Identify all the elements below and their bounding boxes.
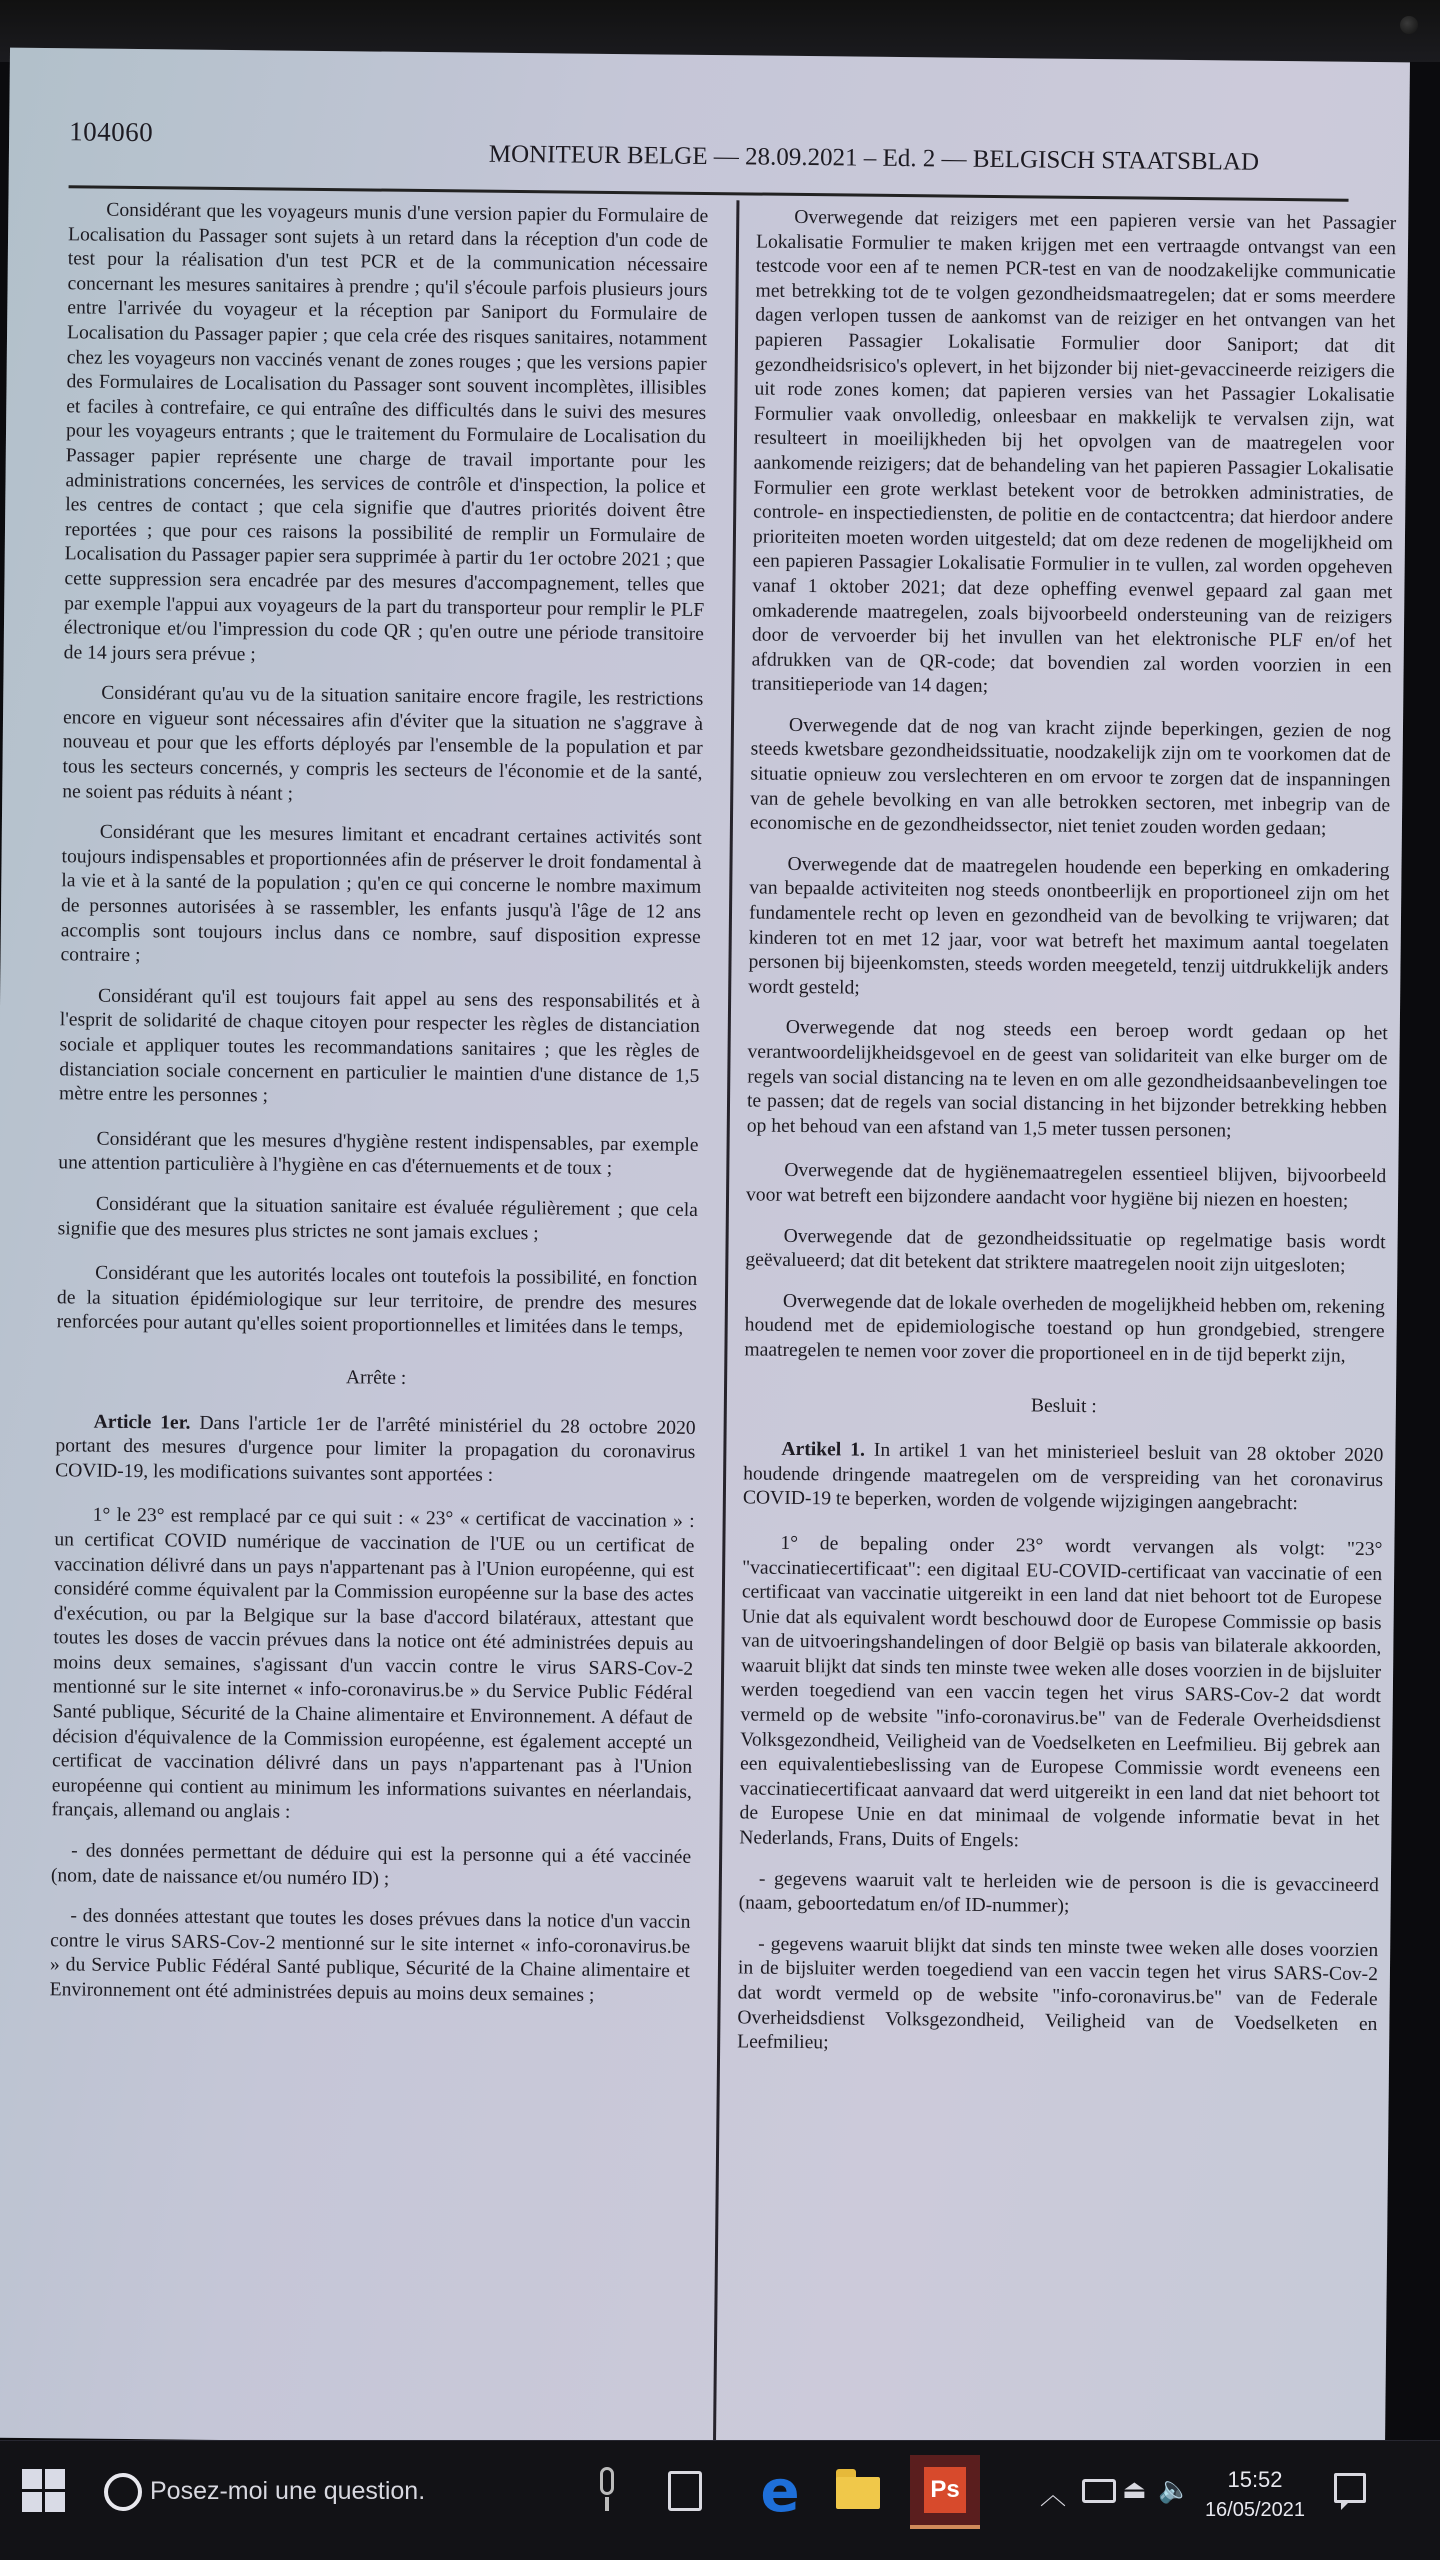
paragraph: Overwegende dat de nog van kracht zijnde beperkingen, gezien de nog steeds kwetsbare gezondheidssituatie, noodzakelijk zijn om te voorkomen dat de situatie opnieuw zou verslechteren en om ervoor te zorgen dat de inspanningen van de gehele bevolking en van alle betrokken sectoren, met inbegrip van de economische en de gezondheidssector, niet teniet zouden worden gedaan; [749, 714, 1392, 840]
network-icon[interactable] [1082, 2479, 1116, 2503]
clock-date: 16/05/2021 [1204, 2499, 1306, 2521]
paragraph: Overwegende dat de gezondheidssituatie op regelmatige basis wordt geëvalueerd; dat dit betekent dat striktere maatregelen nooit zijn uitgesloten; [745, 1225, 1386, 1277]
camera-dot [1400, 16, 1418, 34]
article-label: Artikel 1. [781, 1438, 866, 1461]
search-box[interactable]: Posez-moi une question. [150, 2477, 426, 2505]
file-explorer-icon[interactable] [836, 2469, 880, 2509]
usb-icon[interactable]: ⏏ [1122, 2475, 1147, 2505]
volume-icon[interactable]: 🔈 [1158, 2475, 1191, 2505]
bullet-item: - gegevens waaruit blijkt dat sinds ten minste twee weken alle doses voorzien in de bijsluiter werden toegediend van een vaccin tegen het virus SARS-Cov-2 dat wordt vermeld op de website "info-coronavirus.be" van de Federale Overheidsdienst Volksgezondheid, Veiligheid van de Voedselketen en Leefmilieu; [737, 1933, 1379, 2054]
article-paragraph [743, 1438, 1384, 1518]
document-page [0, 48, 1410, 2453]
page-title: MONITEUR BELGE — 28.09.2021 – Ed. 2 — BELGISCH STAATSBLAD [488, 140, 1260, 176]
cortana-icon[interactable] [104, 2473, 142, 2511]
bullet-item: - des données permettant de déduire qui est la personne qui a été vaccinée (nom, date de naissance et/ou numéro ID) ; [50, 1840, 692, 1890]
paragraph: Considérant que les autorités locales ont toutefois la possibilité, en fonction de la situation épidémiologique sur leur territoire, de prendre des mesures renforcées pour autant qu'elles soient proportionnelles et limitées dans le temps, [56, 1262, 698, 1340]
bullet-item: - gegevens waaruit valt te herleiden wie de persoon is die is gevaccineerd (naam, geboortedatum en/of ID-nummer); [738, 1868, 1379, 1918]
paragraph: Considérant que les mesures limitant et encadrant certaines activités sont toujours indispensables et proportionnées afin de préserver le droit fondamental à la vie et à la santé de la population ; qu'en ce qui concerne le nombre maximum de personnes autorisées à se rassembler, les enfants jusqu'à l'âge de 12 ans accomplis sont toujours inclus dans ce nombre, sauf disposition expresse contraire ; [60, 821, 702, 967]
paragraph: Considérant que la situation sanitaire est évaluée régulièrement ; que cela signifie que des mesures plus strictes ne sont jamais exclues ; [57, 1193, 699, 1244]
windows-start-icon[interactable] [22, 2469, 66, 2513]
page-header [69, 108, 1350, 201]
clock[interactable] [1200, 2465, 1310, 2525]
clock-time: 15:52 [1227, 2467, 1283, 2492]
paragraph: Considérant qu'au vu de la situation sanitaire encore fragile, les restrictions encore en vigueur sont nécessaires afin d'éviter que la situation ne s'aggrave à nouveau et pour que les efforts déployés par l'ensemble de la population et par tous les secteurs concernés, y compris les secteurs de l'économie et de la santé, ne soient pas réduits à néant ; [62, 682, 704, 805]
paragraph: Considérant qu'il est toujours fait appel au sens des responsabilités et à l'esprit de solidarité de chaque citoyen pour respecter les règles de distanciation sociale et appliquer toutes les recommandations sanitaires ; que les règles de distanciation sociale concernent en particulier le maintien d'une distance de 1,5 mètre entre les personnes ; [58, 985, 701, 1107]
paragraph: Considérant que les mesures d'hygiène restent indispensables, par exemple une attention particulière à l'hygiène en cas d'éternuements et de toux ; [58, 1128, 699, 1180]
french-column [49, 198, 708, 2025]
decree-heading: Besluit : [1030, 1394, 1097, 1417]
windows-taskbar [0, 2440, 1440, 2560]
decree-heading: Arrête : [345, 1367, 407, 1389]
dutch-column [737, 205, 1397, 2077]
paragraph: 1° le 23° est remplacé par ce qui suit : « 23° « certificat de vaccination » : un certificat COVID numérique de vaccination de l'UE ou un certificat de vaccination délivré dans un pays n'appartenant pas à l'Union européenne, qui est considéré comme équivalent par la Commission européenne sur la base des actes d'exécution, ou par la Belgique sur la base d'accord bilatéraux, attestant que toutes les doses de vaccin prévues dans la notice ont été administrées depuis au moins deux semaines, s'agissant d'un vaccin contre le virus SARS-Cov-2 mentionné sur le site internet « info-coronavirus.be » du Service Public Fédéral Santé publique, Sécurité de la Chaine alimentaire et Environnement. A défaut de décision d'équivalence de la Commission européenne, est également accepté un certificat de vaccination délivré dans un pays n'appartenant pas à l'Union européenne qui contient au minimum les informations suivantes en néerlandais, français, allemand ou anglais : [51, 1504, 695, 1824]
column-divider [713, 200, 740, 2452]
paragraph: 1° de bepaling onder 23° wordt vervangen als volgt: "23° "vaccinatiecertificaat": een digitaal EU-COVID-certificaat van vaccinatie of een certificaat van vaccinatie uitgereikt in een land dat niet behoort tot de Europese Unie dat als equivalent wordt beschouwd door de Europese Commissie op basis van de uitvoeringshandelingen of door België op basis van bilaterale akkoorden, waaruit blijkt dat sinds ten minste twee weken alle doses voorzien in de bijsluiter werden toegediend van een vaccin tegen het virus SARS-Cov-2 dat wordt vermeld op de website "info-coronavirus.be" van de Federale Overheidsdienst Volksgezondheid, Veiligheid van de Voedselketen en Leefmilieu. Bij gebrek aan een equivalentiebeslissing van de Europese Commissie wordt eveneens een vaccinatiecertificaat aanvaard dat werd uitgereikt in een land dat niet behoort tot de Europese Unie en dat minimaal de volgende informatie bevat in het Nederlands, Frans, Duits of Engels: [739, 1532, 1383, 1852]
notifications-icon[interactable] [1334, 2473, 1366, 2503]
bullet-item: - des données attestant que toutes les doses prévues dans la notice d'un vaccin contre le virus SARS-Cov-2 mentionné sur le site internet « info-coronavirus.be » du Service Public Fédéral Santé publique, Sécurité de la Chaine alimentaire et Environnement ont été administrées depuis au moins deux semaines ; [49, 1905, 691, 2006]
photoshop-icon[interactable]: Ps [910, 2455, 980, 2529]
paragraph: Overwegende dat nog steeds een beroep wordt gedaan op het verantwoordelijkheidsgevoel en de geest van solidariteit van elke burger om de regels van social distancing na te leven en om alle gezondheidsaanbevelingen toe te passen; dat de regels van social distancing in het bijzonder betrekking hebben op het behoud van een afstand van 1,5 meter tussen personen; [746, 1017, 1388, 1142]
task-view-icon[interactable] [668, 2471, 702, 2511]
microphone-icon[interactable] [592, 2467, 622, 2517]
article-text: Dans l'article 1er de l'arrêté ministériel du 28 octobre 2020 portant des mesures d'urgence pour limiter la propagation du coronavirus COVID-19, les modifications suivantes sont apportées : [55, 1412, 696, 1486]
article-text: In artikel 1 van het ministerieel besluit van 28 oktober 2020 houdende dringende maatregelen om de verspreiding van het coronavirus COVID-19 te beperken, worden de volgende wijzigingen aangebracht: [742, 1439, 1384, 1515]
paragraph: Considérant que les voyageurs munis d'une version papier du Formulaire de Localisation du Passager sont sujets à un retard dans la réception d'un code de test pour la réalisation d'un test PCR et de la communication nécessaire concernant les mesures sanitaires à prendre ; qu'il s'écoule parfois plusieurs jours entre l'arrivée du voyageur et la réception par Saniport du Formulaire de Localisation du Passager papier ; que cela crée des risques sanitaires, notamment chez les voyageurs non vaccinés venant de zones rouges ; que les versions papier des Formulaires de Localisation du Passager sont souvent incomplètes, illisibles et faciles à contrefaire, ce qui entraîne des difficultés dans le suivi des mesures pour les voyageurs entrants ; que le traitement du Formulaire de Localisation du Passager papier représente une charge de travail importante pour les administrations concernées, les services de contrôle et d'inspection, la police et les centres de contact ; que cela signifie que d'autres priorités doivent être reportées ; que pour ces raisons la possibilité de remplir un Formulaire de Localisation du Passager papier sera supprimée à partir du 1er octobre 2021 ; que cette suppression sera encadrée par des mesures d'accompagnement, telles que par exemple l'appui aux voyageurs de la part du transporteur pour remplir le PLF électronique et/ou l'impression du code QR ; qu'en outre une période transitoire de 14 jours sera prévue ; [63, 199, 709, 665]
chevron-up-icon[interactable]: ︿ [1040, 2481, 1067, 2511]
edge-icon[interactable]: e [760, 2457, 800, 2525]
article-paragraph [55, 1410, 696, 1490]
paragraph: Overwegende dat de lokale overheden de mogelijkheid hebben om, rekening houdend met de epidemiologische toestand op hun grondgebied, strengere maatregelen te nemen voor zover die proportioneel en in de tijd beperkt zijn, [744, 1290, 1386, 1367]
paragraph: Overwegende dat reizigers met een papieren versie van het Passagier Lokalisatie Formulier te maken krijgen met een vertraagde ontvangst van een testcode voor een af te nemen PCR-test en van de noodzakelijke communicatie met betrekking tot de te volgen gezondheidsmaatregelen; dat er soms meerdere dagen verlopen tussen de aankomst van de reiziger en het ontvangen van het papieren Passagier Lokalisatie Formulier door Saniport; dat dit gezondheidsrisico's oplevert, in het bijzonder bij niet-gevaccineerde reizigers die uit rode zones komen; dat papieren versies van het Passagier Lokalisatie Formulier vaak onvolledig, onleesbaar en makkelijk te vervalsen zijn, wat resulteert in moeilijkheden bij het opvolgen van de maatregelen voor aankomende reizigers; dat de behandeling van het papieren Passagier Lokalisatie Formulier een grote werklast betekent voor de betrokken administraties, de controle- en inspectiediensten, de politie en de contactcentra; dat hierdoor andere prioriteiten moeten worden uitgesteld; dat om deze redenen de mogelijkheid om een papieren Passagier Lokalisatie Formulier in te vullen, zal worden opgeheven vanaf 1 oktober 2021; dat deze opheffing evenwel gepaard zal gaan met omkaderende maatregelen, zoals bijvoorbeeld ondersteuning van de reizigers door de vervoerder bij het invullen van het elektronische PLF en/of het afdrukken van de QR-code; dat bovendien zal worden voorzien in een transitieperiode van 14 dagen; [751, 206, 1397, 698]
article-label: Article 1er. [93, 1411, 191, 1434]
paragraph: Overwegende dat de maatregelen houdende een beperking en omkadering van bepaalde activiteiten nog steeds onontbeerlijk en proportioneel zijn om het fundamentele recht op leven en gezondheid van de bevolking te vrijwaren; dat kinderen tot en met 12 jaar, voor wat betreft het maximum aantal toegelaten personen bij bijeenkomsten, steeds worden meegeteld, tenzij uitdrukkelijk anders wordt gesteld; [748, 853, 1390, 999]
page-number: 104060 [69, 116, 154, 148]
paragraph: Overwegende dat de hygiënemaatregelen essentieel blijven, bijvoorbeeld voor wat betreft een bijzondere aandacht voor hygiëne bij niezen en hoesten; [745, 1160, 1387, 1212]
